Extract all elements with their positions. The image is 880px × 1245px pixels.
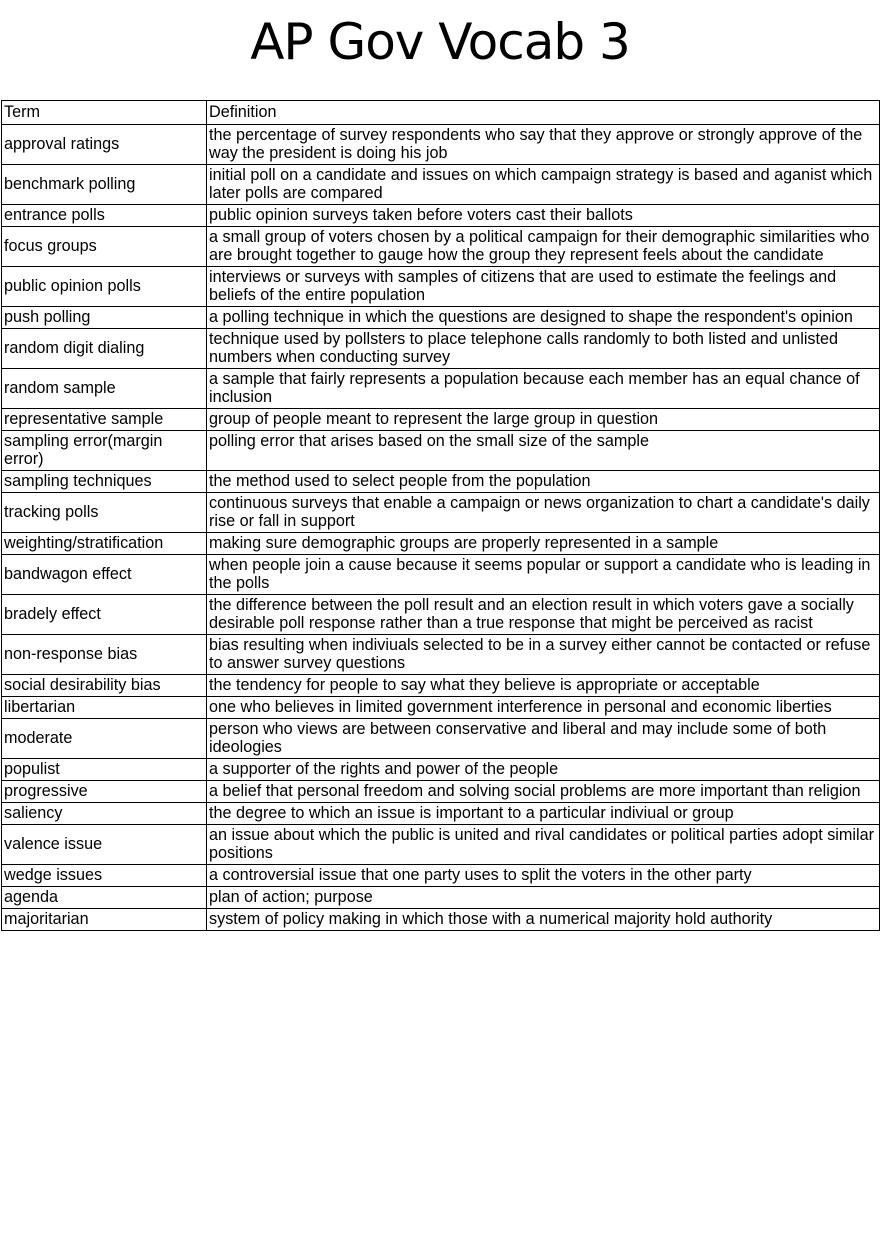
page-title: AP Gov Vocab 3 (250, 13, 630, 71)
term-cell: benchmark polling (2, 165, 207, 205)
table-row (2, 329, 880, 369)
table-row (2, 227, 880, 267)
table-row (2, 635, 880, 675)
table-row (2, 267, 880, 307)
term-cell: push polling (2, 307, 207, 329)
table-row (2, 803, 880, 825)
table-row (2, 125, 880, 165)
table-row (2, 409, 880, 431)
term-cell: progressive (2, 781, 207, 803)
table-row (2, 369, 880, 409)
definition-cell: one who believes in limited government interference in personal and economic liberties (207, 697, 880, 719)
definition-cell: an issue about which the public is united and rival candidates or political parties adopt similar positions (207, 825, 880, 865)
term-cell: random sample (2, 369, 207, 409)
term-cell: wedge issues (2, 865, 207, 887)
definition-cell: initial poll on a candidate and issues on which campaign strategy is based and aganist which later polls are compared (207, 165, 880, 205)
term-cell: sampling techniques (2, 471, 207, 493)
table-row (2, 697, 880, 719)
definition-cell: the method used to select people from the population (207, 471, 880, 493)
term-cell: moderate (2, 719, 207, 759)
term-cell: entrance polls (2, 205, 207, 227)
definition-cell: the tendency for people to say what they believe is appropriate or acceptable (207, 675, 880, 697)
table-header-row (2, 101, 880, 125)
term-cell: focus groups (2, 227, 207, 267)
table-row (2, 887, 880, 909)
table-body (2, 125, 880, 931)
term-cell: majoritarian (2, 909, 207, 931)
definition-cell: when people join a cause because it seems popular or support a candidate who is leading in the polls (207, 555, 880, 595)
definition-cell: a belief that personal freedom and solving social problems are more important than religion (207, 781, 880, 803)
definition-cell: making sure demographic groups are properly represented in a sample (207, 533, 880, 555)
definition-cell: plan of action; purpose (207, 887, 880, 909)
definition-cell: a polling technique in which the questions are designed to shape the respondent's opinion (207, 307, 880, 329)
vocab-table (1, 100, 880, 931)
definition-cell: technique used by pollsters to place telephone calls randomly to both listed and unlisted numbers when conducting survey (207, 329, 880, 369)
term-cell: bandwagon effect (2, 555, 207, 595)
table-row (2, 865, 880, 887)
definition-cell: a small group of voters chosen by a political campaign for their demographic similarities who are brought together to gauge how the group they represent feels about the candidate (207, 227, 880, 267)
definition-cell: the percentage of survey respondents who say that they approve or strongly approve of the way the president is doing his job (207, 125, 880, 165)
table-row (2, 825, 880, 865)
definition-cell: continuous surveys that enable a campaign or news organization to chart a candidate's daily rise or fall in support (207, 493, 880, 533)
header-definition: Definition (207, 101, 880, 125)
definition-cell: person who views are between conservative and liberal and may include some of both ideologies (207, 719, 880, 759)
term-cell: agenda (2, 887, 207, 909)
table-row (2, 431, 880, 471)
term-cell: random digit dialing (2, 329, 207, 369)
definition-cell: the difference between the poll result and an election result in which voters gave a socially desirable poll response rather than a true response that might be perceived as racist (207, 595, 880, 635)
table-row (2, 165, 880, 205)
header-term: Term (2, 101, 207, 125)
term-cell: social desirability bias (2, 675, 207, 697)
term-cell: saliency (2, 803, 207, 825)
definition-cell: a controversial issue that one party uses to split the voters in the other party (207, 865, 880, 887)
table-row (2, 533, 880, 555)
definition-cell: a sample that fairly represents a population because each member has an equal chance of inclusion (207, 369, 880, 409)
table-row (2, 781, 880, 803)
table-row (2, 493, 880, 533)
table-row (2, 307, 880, 329)
table-row (2, 595, 880, 635)
term-cell: non-response bias (2, 635, 207, 675)
term-cell: sampling error(margin error) (2, 431, 207, 471)
definition-cell: interviews or surveys with samples of citizens that are used to estimate the feelings and beliefs of the entire population (207, 267, 880, 307)
term-cell: approval ratings (2, 125, 207, 165)
definition-cell: the degree to which an issue is important to a particular indiviual or group (207, 803, 880, 825)
term-cell: representative sample (2, 409, 207, 431)
definition-cell: bias resulting when indiviuals selected to be in a survey either cannot be contacted or refuse to answer survey questions (207, 635, 880, 675)
term-cell: valence issue (2, 825, 207, 865)
term-cell: populist (2, 759, 207, 781)
definition-cell: a supporter of the rights and power of the people (207, 759, 880, 781)
term-cell: weighting/stratification (2, 533, 207, 555)
term-cell: bradely effect (2, 595, 207, 635)
table-row (2, 675, 880, 697)
table-row (2, 719, 880, 759)
term-cell: tracking polls (2, 493, 207, 533)
term-cell: libertarian (2, 697, 207, 719)
definition-cell: public opinion surveys taken before voters cast their ballots (207, 205, 880, 227)
term-cell: public opinion polls (2, 267, 207, 307)
table-row (2, 555, 880, 595)
table-row (2, 759, 880, 781)
definition-cell: polling error that arises based on the small size of the sample (207, 431, 880, 471)
table-row (2, 471, 880, 493)
definition-cell: system of policy making in which those with a numerical majority hold authority (207, 909, 880, 931)
table-row (2, 205, 880, 227)
table-row (2, 909, 880, 931)
definition-cell: group of people meant to represent the large group in question (207, 409, 880, 431)
